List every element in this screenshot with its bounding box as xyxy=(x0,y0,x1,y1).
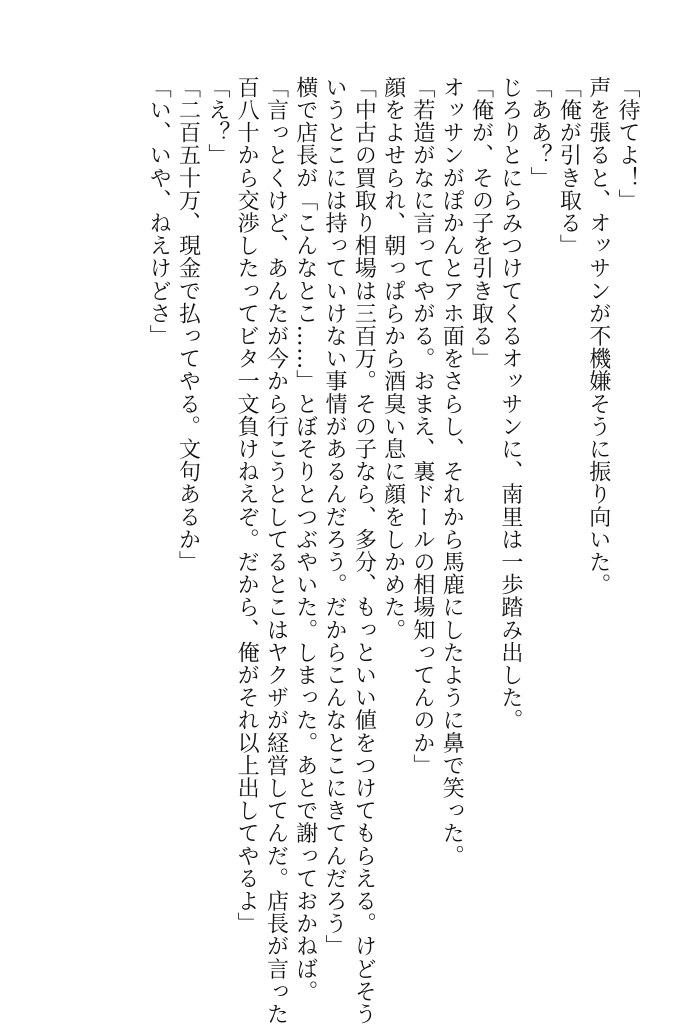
text-line-7: オッサンがぽかんとアホ面をさらし、それから馬鹿にしたように鼻で笑った。 xyxy=(439,76,465,867)
text-line-1: 「待てよ！」 xyxy=(615,76,640,212)
vertical-text-body xyxy=(144,76,642,1025)
text-line-17: 「い、いや、ねえけどさ」 xyxy=(146,76,172,348)
text-line-10: 「中古の買取り相場は三百万。その子なら、多分、もっといい値をつけてもらえる。けどそう xyxy=(351,76,377,1025)
text-line-11: いうとこには持っていけない事情があるんだろう。だからこんなとこにきてんだろう」 xyxy=(322,76,348,958)
text-line-12: 横で店長が「こんなとこ……」とぼそりとつぶやいた。しまった。あとで謝っておかねば。 xyxy=(292,76,318,1003)
text-line-9: 顔をよせられ、朝っぱらから酒臭い息に顔をしかめた。 xyxy=(380,76,406,641)
text-line-2: 声を張ると、オッサンが不機嫌そうに振り向いた。 xyxy=(585,76,611,596)
text-line-16: 「二百五十万、現金で払ってやる。文句あるか」 xyxy=(175,76,201,574)
text-line-6: 「俺が、その子を引き取る」 xyxy=(468,76,494,370)
text-line-3: 「俺が引き取る」 xyxy=(556,76,582,257)
text-line-15: 「え？」 xyxy=(204,76,230,167)
text-line-13: 「言っとくけど、あんたが今から行こうとしてるとこはヤクザが経営してんだ。店長が言った xyxy=(263,76,289,1025)
text-line-5: じろりとにらみつけてくるオッサンに、南里は一歩踏み出した。 xyxy=(497,76,523,732)
text-line-14: 百八十から交渉したってビタ一文負けねえぞ。だから、俺がそれ以上出してやるよ」 xyxy=(234,76,260,935)
text-line-8: 「若造がなに言ってやがる。おまえ、裏ドールの相場知ってんのか」 xyxy=(409,76,435,777)
text-line-4: 「ああ？」 xyxy=(527,76,553,189)
